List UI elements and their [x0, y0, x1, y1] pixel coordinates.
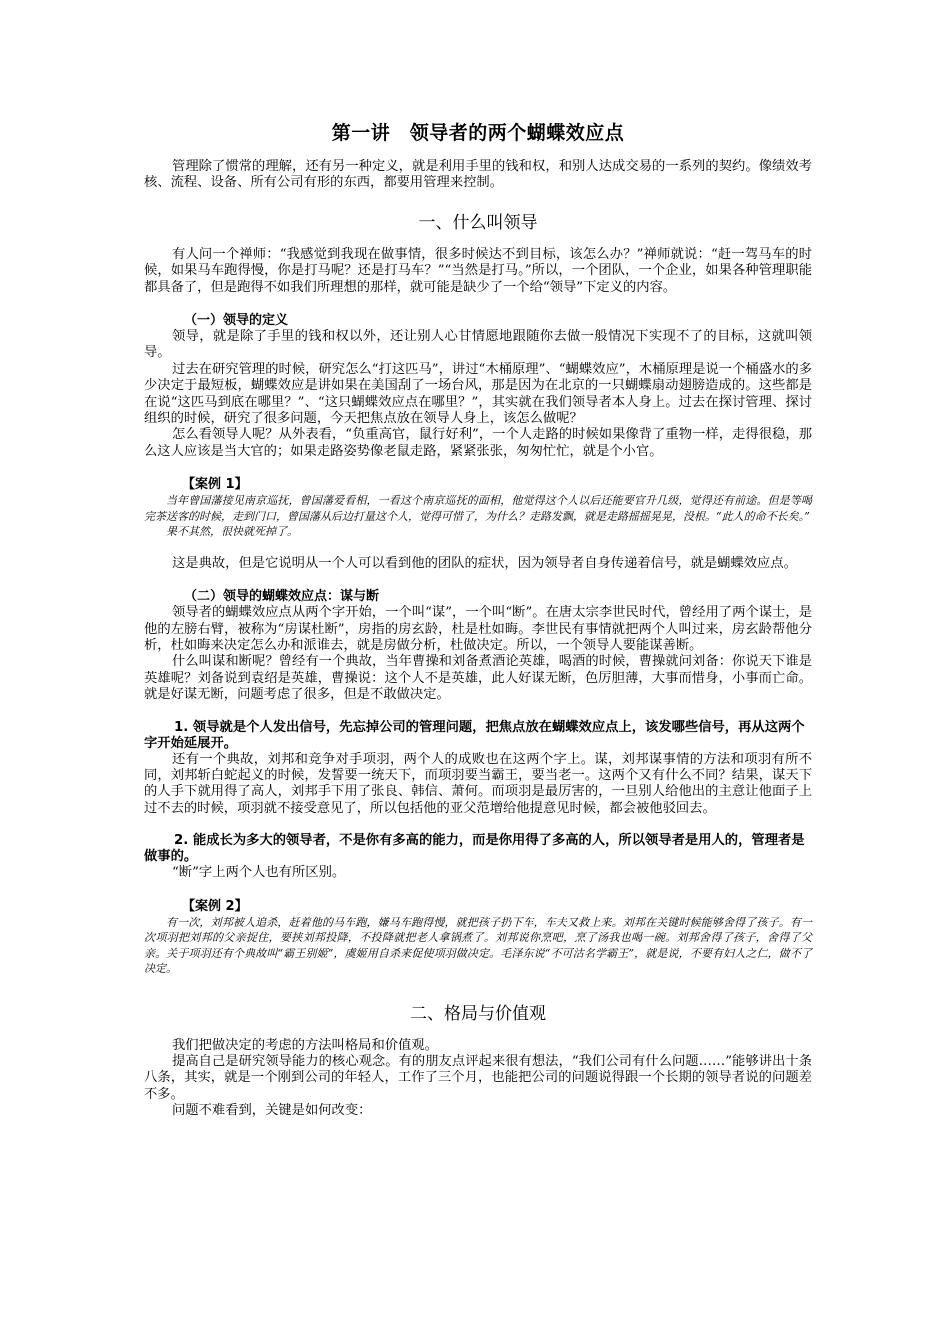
cao-liu-paragraph: 什么叫谋和断呢？曾经有一个典故，当年曹操和刘备煮酒论英雄，喝酒的时候，曹操就问刘备：你说天下谁是英雄呢？刘备说到袁绍是英雄，曹操说：这个人不是英雄，此人好谋无断，色厉胆薄，大事而惜身，小事而亡命。就是好谋无断，问题考虑了很多，但是不敢做决定。 — [144, 654, 812, 703]
pattern-values-paragraph-1: 我们把做决定的考虑的方法叫格局和价值观。 — [172, 1037, 438, 1053]
after-case-1-paragraph: 这是典故，但是它说明从一个人可以看到他的团队的症状，因为领导者自身传递着信号，就是蝴蝶效应点。 — [172, 555, 797, 571]
point-2-heading: 2. 能成长为多大的领导者，不是你有多高的能力，而是你用得了多高的人，所以领导者是用人的，管理者是做事的。 — [144, 833, 805, 865]
section-heading-what-is-leadership: 一、什么叫领导 — [418, 212, 538, 233]
intro-paragraph: 管理除了惯常的理解，还有另一种定义，就是利用手里的钱和权，和别人达成交易的一系列的契约。像绩效考核、流程、设备、所有公司有形的东西，都要用管理来控制。 — [144, 159, 812, 191]
document-body — [144, 118, 812, 1120]
subsection-heading-definition: （一）领导的定义 — [184, 313, 289, 329]
plan-decide-paragraph: 领导者的蝴蝶效应点从两个字开始，一个叫“谋”，一个叫“断”。在唐太宗李世民时代，曾经用了两个谋士，是他的左膀右臂，被称为“房谋杜断”，房指的房玄龄，杜是杜如晦。李世民有事情就把两个人叫过来，房玄龄帮他分析，杜如晦来决定怎么办和派谁去，就是房做分析，杜做决定。所以，一个领导人要能谋善断。 — [144, 605, 812, 653]
zen-master-paragraph: 有人问一个禅师：“我感觉到我现在做事情，很多时候达不到目标，该怎么办？”禅师就说：“赶一驾马车的时候，如果马车跑得慢，你是打马呢？还是打马车？”“当然是打马。”所以，一个团队，一个企业，如果各种管理职能都具备了，但是跑得不如我们所理想的那样，就可能是缺少了一个给“领导”下定义的内容。 — [144, 246, 812, 295]
appearance-paragraph: 怎么看领导人呢？从外表看，“负重高官，鼠行好利”，一个人走路的时候如果像背了重物一样，走得很稳，那么这人应该是当大官的；如果走路姿势像老鼠走路，紧紧张张，匆匆忙忙，就是个小官。 — [144, 427, 812, 459]
point-1-heading: 1. 领导就是个人发出信号，先忘掉公司的管理问题，把焦点放在蝴蝶效应点上，该发哪些信号，再从这两个字开始延展开。 — [144, 719, 805, 751]
decide-difference-paragraph: “断”字上两个人也有所区别。 — [172, 865, 346, 881]
case-2-label: 【案例 2】 — [182, 898, 248, 914]
lecture-title: 第一讲 领导者的两个蝴蝶效应点 — [331, 122, 625, 144]
pattern-values-paragraph-3: 问题不难看到，关键是如何改变： — [172, 1103, 372, 1119]
case-1-label: 【案例 1】 — [182, 477, 248, 493]
subsection-heading-plan-and-decide: （二）领导的蝴蝶效应点：谋与断 — [184, 589, 380, 605]
case-1-text-end: 果不其然，很快就死掉了。 — [166, 525, 298, 539]
pattern-values-paragraph-2: 提高自己是研究领导能力的核心观念。有的朋友点评起来很有想法，“我们公司有什么问题……”能够讲出十条八条，其实，就是一个刚到公司的年轻人，工作了三个月，也能把公司的问题说得跟一个长期的领导者说的问题差不多。 — [144, 1054, 812, 1102]
case-1-text: 当年曾国藩接见南京巡抚，曾国藩爱看相，一看这个南京巡抚的面相，他觉得这个人以后还能要官升几级，觉得还有前途。但是等喝完茶送客的时候，走到门口，曾国藩从后边打量这个人，觉得可惜了，为什么？走路发飘，就是走路摇摇晃晃，没根。“此人的命不长矣。” — [144, 494, 812, 523]
section-heading-pattern-values: 二、格局与价值观 — [410, 1003, 546, 1024]
liu-xiang-paragraph: 还有一个典故，刘邦和竞争对手项羽，两个人的成败也在这两个字上。谋，刘邦谋事情的方法和项羽有所不同，刘邦斩白蛇起义的时候，发誓要一统天下，而项羽要当霸王，要当老一。这两个又有什么不同？结果，谋天下的人手下就用得了高人，刘邦手下用了张良、韩信、萧何。而项羽是最厉害的，一旦别人给他出的主意让他面子上过不去的时候，项羽就不接受意见了，所以包括他的亚父范增给他提意见时候，都会被他驳回去。 — [144, 751, 812, 816]
butterfly-paragraph: 过去在研究管理的时候，研究怎么“打这匹马”，讲过“木桶原理”、“蝴蝶效应”，木桶原理是说一个桶盛水的多少决定于最短板，蝴蝶效应是讲如果在美国刮了一场台风，那是因为在北京的一只蝴蝶扇动翅膀造成的。这些都是在说“这匹马到底在哪里？”、“这只蝴蝶效应点在哪里？”，其实就在我们领导者本人身上。过去在探讨管理、探讨组织的时候，研究了很多问题，今天把焦点放在领导人身上，该怎么做呢？ — [144, 361, 812, 427]
definition-paragraph: 领导，就是除了手里的钱和权以外，还让别人心甘情愿地跟随你去做一般情况下实现不了的目标，这就叫领导。 — [144, 329, 812, 361]
case-2-text: 有一次，刘邦被人追杀，赶着他的马车跑，嫌马车跑得慢，就把孩子扔下车，车夫又救上来。刘邦在关键时候能够舍得了孩子。有一次项羽把刘邦的父亲捉住，要挟刘邦投降，不投降就把老人拿锅煮了。刘邦说你烹吧，烹了汤我也喝一碗。刘邦舍得了孩子，舍得了父亲。关于项羽还有个典故叫“霸王别姬”，虞姬用自杀来促使项羽做决定。毛泽东说“不可沽名学霸王”，就是说，不要有妇人之仁，做不了决定。 — [144, 915, 812, 976]
